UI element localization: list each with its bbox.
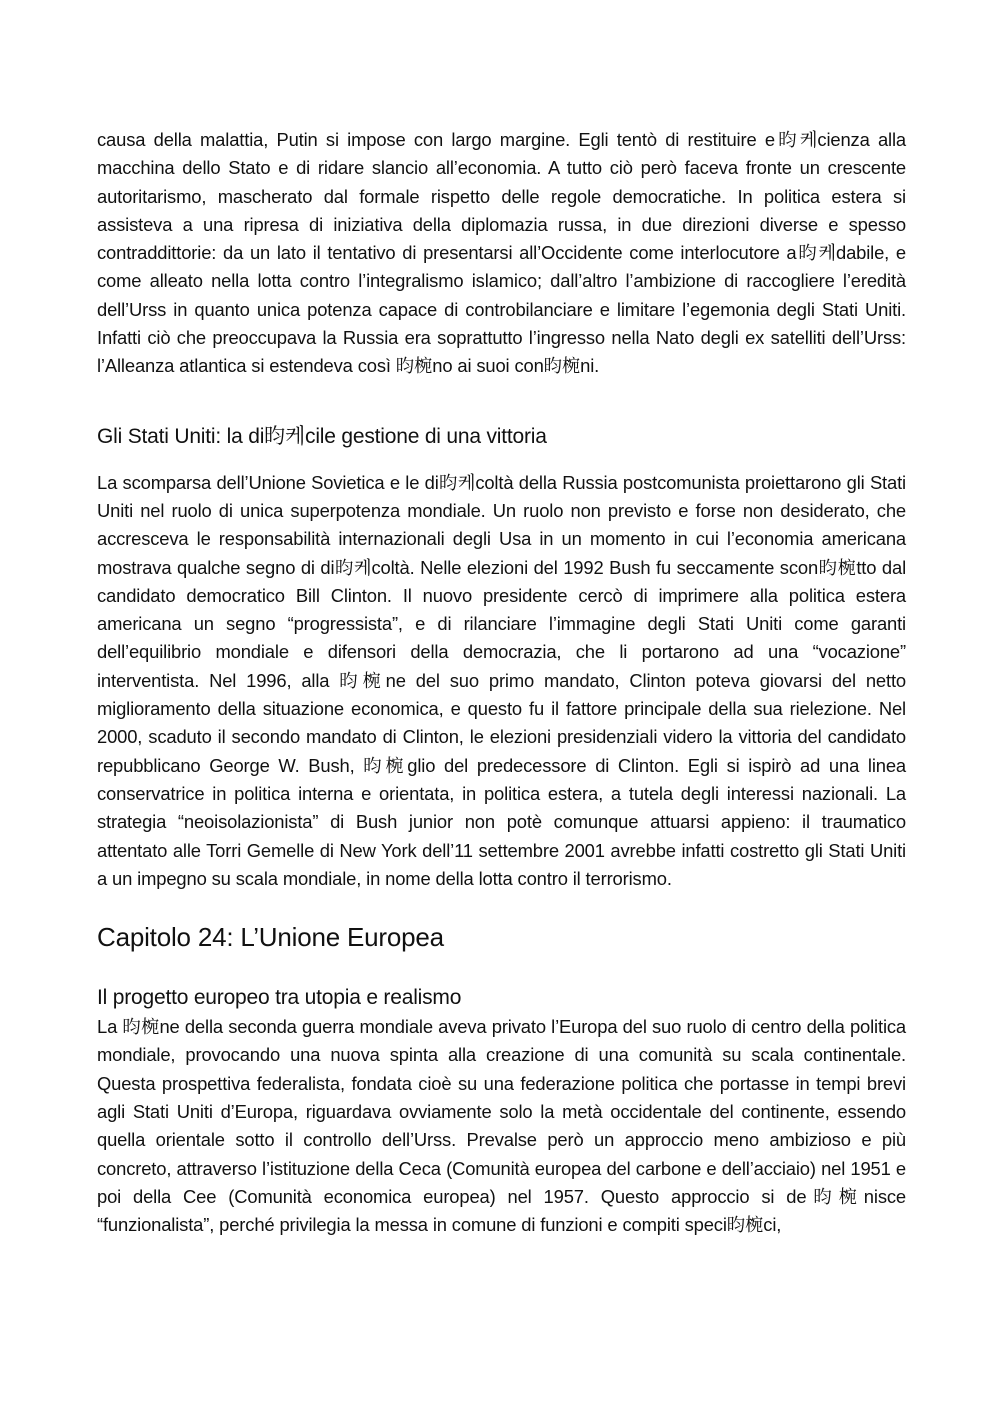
paragraph-russia: causa della malattia, Putin si impose con largo margine. Egli tentò di restituire e昀케cienza alla macchina dello Stato e di ridare slancio all’economia. A tutto ciò però faceva fronte un crescente autoritarismo, mascherato dal formale rispetto delle regole democratiche. In politica estera si assisteva a una ripresa di iniziativa della diplomazia russa, in due direzioni diverse e spesso contraddittorie: da un lato il tentativo di presentarsi all’Occidente come interlocutore a昀케dabile, e come alleato nella lotta contro l’integralismo islamico; dall’altro l’ambizione di raccogliere l’eredità dell’Urss in quanto unica potenza capace di controbilanciare e limitare l’egemonia degli Stati Uniti. Infatti ciò che preoccupava la Russia era soprattutto l’ingresso nella Nato degli ex satelliti dell’Urss: l’Alleanza atlantica si estendeva così 昀椀no ai suoi con昀椀ni.	[97, 129, 906, 377]
chapter-title: Capitolo 24: L’Unione Europea	[97, 922, 444, 953]
paragraph-usa: La scomparsa dell’Unione Sovietica e le di昀케coltà della Russia postcomunista proiettarono gli Stati Uniti nel ruolo di unica superpotenza mondiale. Un ruolo non previsto e forse non desiderato, che accresceva le responsabilità internazionali degli Usa in un momento in cui l’economia americana mostrava qualche segno di di昀케coltà. Nelle elezioni del 1992 Bush fu seccamente scon昀椀tto dal candidato democratico Bill Clinton. Il nuovo presidente cercò di imprimere alla politica estera americana un segno “progressista”, e di rilanciare l’immagine degli Stati Uniti come garanti dell’equilibrio mondiale e difensori della democrazia, che li portarono ad una “vocazione” interventista. Nel 1996, alla 昀椀ne del suo primo mandato, Clinton poteva giovarsi del netto miglioramento della situazione economica, e questo fu il fattore principale della sua rielezione. Nel 2000, scaduto il secondo mandato di Clinton, le elezioni presidenziali videro la vittoria del candidato repubblicano George W. Bush, 昀椀glio del predecessore di Clinton. Egli si ispirò ad una linea conservatrice in politica interna e orientata, in politica estera, a tutela degli interessi nazionali. La strategia “neoisolazionista” di Bush junior non potè comunque attuarsi appieno: il traumatico attentato alle Torri Gemelle di New York dell’11 settembre 2001 avrebbe infatti costretto gli Stati Uniti a un impegno su scala mondiale, in nome della lotta contro il terrorismo.	[97, 471, 906, 889]
section-heading-eu: Il progetto europeo tra utopia e realismo	[97, 986, 462, 1010]
paragraph-eu: La 昀椀ne della seconda guerra mondiale aveva privato l’Europa del suo ruolo di centro della politica mondiale, provocando una nuova spinta alla creazione di una comunità su scala continentale. Questa prospettiva federalista, fondata cioè su una federazione politica che portasse in tempi brevi agli Stati Uniti d’Europa, riguardava ovviamente solo la metà occidentale del continente, essendo quella orientale sotto il controllo dell’Urss. Prevalse però un approccio meno ambizioso e più concreto, attraverso l’istituzione della Ceca (Comunità europea del carbone e dell’acciaio) nel 1951 e poi della Cee (Comunità economica europea) nel 1957. Questo approccio si de昀椀nisce “funzionalista”, perché privilegia la messa in comune di funzioni e compiti speci昀椀ci,	[97, 1016, 906, 1236]
section-heading-usa: Gli Stati Uniti: la di昀케cile gestione di una vittoria	[97, 424, 547, 448]
document-page	[97, 126, 906, 1240]
